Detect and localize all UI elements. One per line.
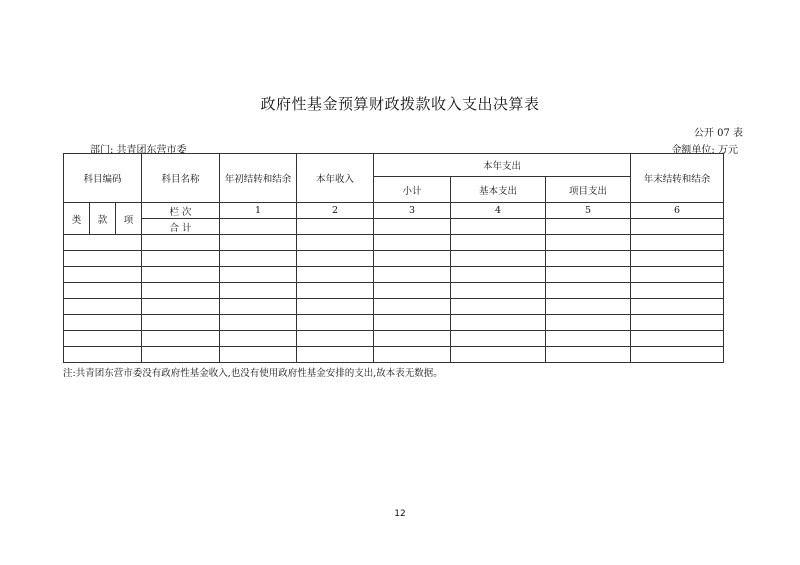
table-row <box>64 315 724 331</box>
table-row <box>64 267 724 283</box>
table-cell <box>142 235 220 251</box>
table-cell <box>546 315 631 331</box>
table-cell <box>220 283 297 299</box>
table-row <box>64 251 724 267</box>
column-number: 3 <box>374 203 451 219</box>
table-cell <box>451 283 546 299</box>
header-current-expense: 本年支出 <box>374 154 631 177</box>
table-cell <box>546 331 631 347</box>
column-number: 4 <box>451 203 546 219</box>
table-cell <box>297 283 374 299</box>
table-cell <box>142 251 220 267</box>
table-cell <box>297 219 374 235</box>
table-cell <box>374 331 451 347</box>
column-number: 6 <box>631 203 724 219</box>
header-basic-expense: 基本支出 <box>451 177 546 203</box>
table-cell <box>297 235 374 251</box>
table-cell <box>297 251 374 267</box>
table-cell <box>451 315 546 331</box>
table-cell <box>64 283 142 299</box>
table-cell <box>220 347 297 363</box>
page-title: 政府性基金预算财政拨款收入支出决算表 <box>260 95 540 113</box>
table-cell <box>220 219 297 235</box>
table-cell <box>451 219 546 235</box>
page-number: 12 <box>394 509 406 519</box>
table-cell <box>220 267 297 283</box>
table-cell <box>142 347 220 363</box>
column-number: 1 <box>220 203 297 219</box>
table-cell <box>297 347 374 363</box>
table-cell <box>631 219 724 235</box>
header-closing-balance: 年末结转和结余 <box>631 154 724 203</box>
column-order-label: 栏 次 <box>142 203 220 219</box>
table-cell <box>546 267 631 283</box>
header-current-income: 本年收入 <box>297 154 374 203</box>
header-project-expense: 项目支出 <box>546 177 631 203</box>
table-cell <box>374 283 451 299</box>
table-cell <box>546 219 631 235</box>
table-cell <box>546 283 631 299</box>
table-cell <box>142 331 220 347</box>
table-cell <box>142 315 220 331</box>
table-cell <box>546 299 631 315</box>
table-cell <box>64 267 142 283</box>
table-cell <box>142 267 220 283</box>
table-cell <box>546 235 631 251</box>
table-cell <box>631 283 724 299</box>
table-cell <box>374 299 451 315</box>
table-note: 注:共青团东营市委没有政府性基金收入,也没有使用政府性基金安排的支出,故本表无数据。 <box>63 368 443 379</box>
table-cell <box>451 331 546 347</box>
table-cell <box>64 251 142 267</box>
table-cell <box>451 347 546 363</box>
table-cell <box>64 299 142 315</box>
table-cell <box>374 267 451 283</box>
header-subtotal: 小计 <box>374 177 451 203</box>
table-cell <box>64 347 142 363</box>
column-number: 2 <box>297 203 374 219</box>
total-label: 合 计 <box>142 219 220 235</box>
column-number: 5 <box>546 203 631 219</box>
empty-rows <box>64 235 724 363</box>
table-cell <box>64 315 142 331</box>
table-cell <box>451 267 546 283</box>
table-cell <box>220 235 297 251</box>
header-kuan: 款 <box>90 203 116 235</box>
table-cell <box>631 299 724 315</box>
table-cell <box>451 235 546 251</box>
header-lei: 类 <box>64 203 90 235</box>
table-cell <box>374 251 451 267</box>
table-cell <box>451 299 546 315</box>
table-cell <box>631 331 724 347</box>
table-row <box>64 299 724 315</box>
table-cell <box>220 299 297 315</box>
form-code: 公开 07 表 <box>693 128 743 139</box>
table-cell <box>64 235 142 251</box>
table-cell <box>220 331 297 347</box>
table-cell <box>631 347 724 363</box>
table-cell <box>631 235 724 251</box>
table-cell <box>631 267 724 283</box>
header-subject-code: 科目编码 <box>64 154 142 203</box>
table-cell <box>451 251 546 267</box>
table-row <box>64 283 724 299</box>
table-cell <box>142 299 220 315</box>
table-cell <box>374 219 451 235</box>
header-opening-balance: 年初结转和结余 <box>220 154 297 203</box>
table-row <box>64 347 724 363</box>
table-cell <box>220 251 297 267</box>
table-cell <box>64 331 142 347</box>
table-cell <box>374 347 451 363</box>
unit-label: 金额单位: 万元 <box>671 145 738 156</box>
table-cell <box>297 267 374 283</box>
header-subject-name: 科目名称 <box>142 154 220 203</box>
budget-table <box>63 153 724 363</box>
table-row <box>64 331 724 347</box>
table-cell <box>297 299 374 315</box>
table-cell <box>297 315 374 331</box>
table-cell <box>546 251 631 267</box>
table-cell <box>631 315 724 331</box>
department-label: 部门: 共青团东营市委 <box>90 145 187 156</box>
table-cell <box>374 315 451 331</box>
header-xiang: 项 <box>116 203 142 235</box>
table-cell <box>297 331 374 347</box>
table-cell <box>546 347 631 363</box>
table-row <box>64 235 724 251</box>
table-cell <box>374 235 451 251</box>
table-cell <box>220 315 297 331</box>
table-cell <box>142 283 220 299</box>
table-cell <box>631 251 724 267</box>
